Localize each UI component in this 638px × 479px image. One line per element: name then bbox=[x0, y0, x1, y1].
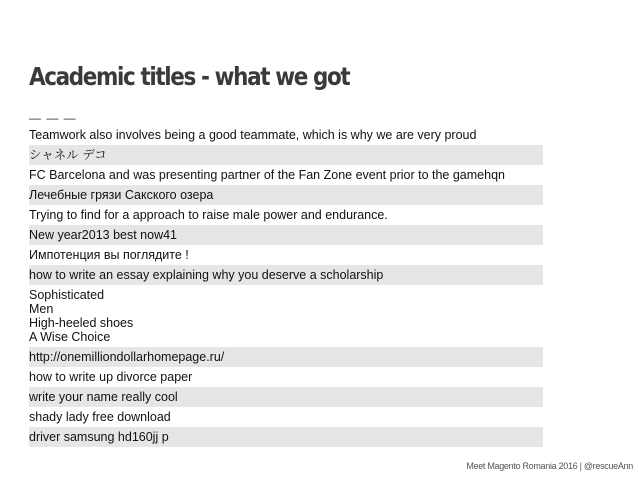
list-item: FC Barcelona and was presenting partner of the Fan Zone event prior to the gamehqn bbox=[29, 165, 543, 185]
list-item: how to write up divorce paper bbox=[29, 367, 543, 387]
list-item: driver samsung hd160jj p bbox=[29, 427, 543, 447]
list-item: Sophisticated Men High-heeled shoes A Wise Choice bbox=[29, 285, 543, 347]
list-item: シャネル デコ bbox=[29, 145, 543, 165]
list-item: http://onemilliondollarhomepage.ru/ bbox=[29, 347, 543, 367]
list-item: Импотенция вы поглядите ! bbox=[29, 245, 543, 265]
list-item: write your name really cool bbox=[29, 387, 543, 407]
list-item: Trying to find for a approach to raise male power and endurance. bbox=[29, 205, 543, 225]
list-item: New year2013 best now41 bbox=[29, 225, 543, 245]
spam-titles-list bbox=[29, 125, 543, 447]
list-item: Лечебные грязи Сакского озера bbox=[29, 185, 543, 205]
list-item: shady lady free download bbox=[29, 407, 543, 427]
slide-title: Academic titles - what we got bbox=[29, 62, 350, 91]
separator-dashes: — — — bbox=[29, 111, 77, 125]
list-item: how to write an essay explaining why you deserve a scholarship bbox=[29, 265, 543, 285]
list-item: Teamwork also involves being a good teammate, which is why we are very proud bbox=[29, 125, 543, 145]
slide-footer: Meet Magento Romania 2016 | @rescueAnn bbox=[466, 461, 633, 471]
